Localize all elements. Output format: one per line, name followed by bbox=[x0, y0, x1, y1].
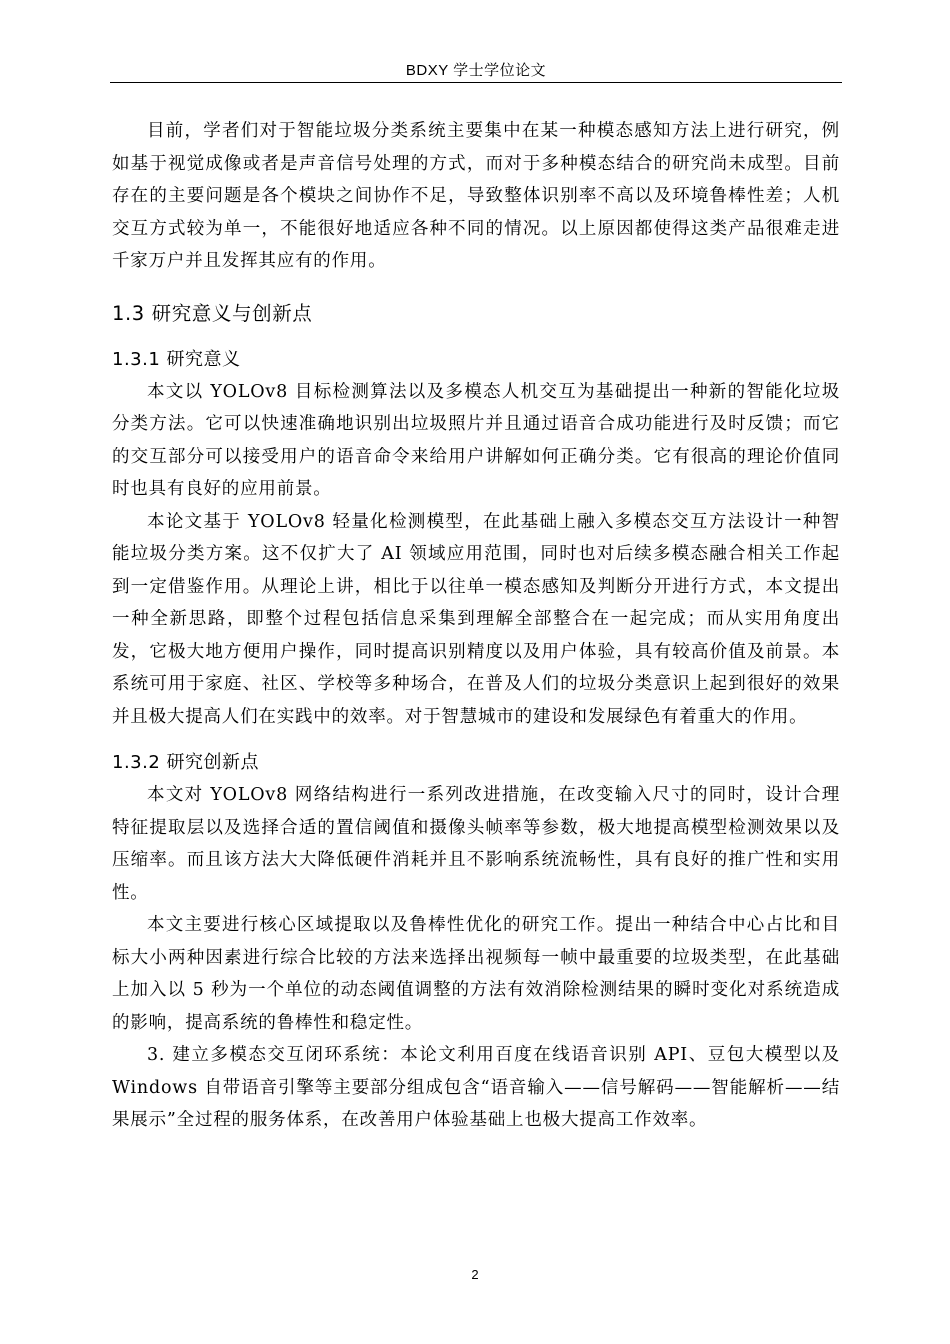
section-heading-1-3: 1.3 研究意义与创新点 bbox=[112, 301, 313, 325]
intro-paragraph: 目前，学者们对于智能垃圾分类系统主要集中在某一种模态感知方法上进行研究，例如基于视觉成像或者是声音信号处理的方式，而对于多种模态结合的研究尚未成型。目前存在的主要问题是各个模块之间协作不足，导致整体识别率不高以及环境鲁棒性差；人机交互方式较为单一，不能很好地适应各种不同的情况。以上原因都使得这类产品很难走进千家万户并且发挥其应有的作用。 bbox=[112, 121, 840, 271]
paragraph-innovation-3: 3. 建立多模态交互闭环系统：本论文利用百度在线语音识别 API、豆包大模型以及 Windows 自带语音引擎等主要部分组成包含“语音输入——信号解码——智能解析——结果展示”全过程的服务体系，在改善用户体验基础上也极大提高工作效率。 bbox=[112, 1045, 840, 1130]
header-rule bbox=[110, 82, 842, 83]
subsection-heading-1-3-2: 1.3.2 研究创新点 bbox=[112, 752, 260, 773]
page-number: 2 bbox=[471, 1267, 479, 1282]
subsection-heading-1-3-1: 1.3.1 研究意义 bbox=[112, 348, 241, 370]
page-header: BDXY 学士学位论文 bbox=[405, 62, 547, 79]
page-content bbox=[112, 115, 840, 1137]
paragraph-significance-2: 本论文基于 YOLOv8 轻量化检测模型，在此基础上融入多模态交互方法设计一种智能垃圾分类方案。这不仅扩大了 AI 领域应用范围，同时也对后续多模态融合相关工作起到一定借鉴作用。从理论上讲，相比于以往单一模态感知及判断分开进行方式，本文提出一种全新思路，即整个过程包括信息采集到理解全部整合在一起完成；而从实用角度出发，它极大地方便用户操作，同时提高识别精度以及用户体验，具有较高价值及前景。本系统可用于家庭、社区、学校等多种场合，在普及人们的垃圾分类意识上起到很好的效果并且极大提高人们在实践中的效率。对于智慧城市的建设和发展绿色有着重大的作用。 bbox=[112, 511, 840, 727]
paragraph-innovation-1: 本文对 YOLOv8 网络结构进行一系列改进措施，在改变输入尺寸的同时，设计合理特征提取层以及选择合适的置信阈值和摄像头帧率等参数，极大地提高模型检测效果以及压缩率。而且该方法大大降低硬件消耗并且不影响系统流畅性，具有良好的推广性和实用性。 bbox=[112, 785, 840, 903]
paragraph-innovation-2: 本文主要进行核心区域提取以及鲁棒性优化的研究工作。提出一种结合中心占比和目标大小两种因素进行综合比较的方法来选择出视频每一帧中最重要的垃圾类型，在此基础上加入以 5 秒为一个单位的动态阈值调整的方法有效消除检测结果的瞬时变化对系统造成的影响，提高系统的鲁棒性和稳定性。 bbox=[112, 915, 840, 1033]
paragraph-significance-1: 本文以 YOLOv8 目标检测算法以及多模态人机交互为基础提出一种新的智能化垃圾分类方法。它可以快速准确地识别出垃圾照片并且通过语音合成功能进行及时反馈；而它的交互部分可以接受用户的语音命令来给用户讲解如何正确分类。它有很高的理论价值同时也具有良好的应用前景。 bbox=[112, 381, 840, 499]
